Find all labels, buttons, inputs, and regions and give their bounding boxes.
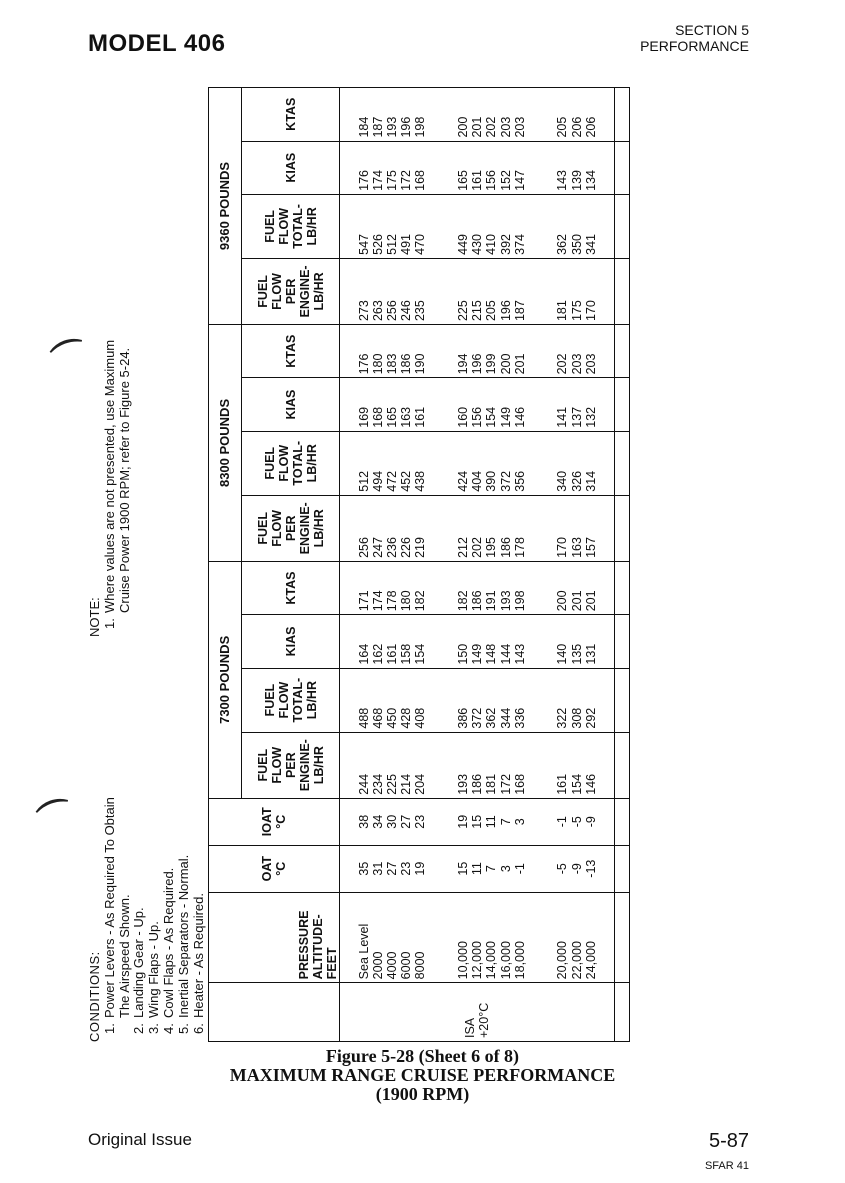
header-fuel-flow-total: FUEL FLOW TOTAL- LB/HR [241, 668, 340, 732]
table-cell-value: 212 [456, 537, 471, 558]
section-number: SECTION 5 [675, 22, 749, 38]
column-8300-ff-total [340, 431, 615, 495]
table-cell-value: 235 [413, 300, 428, 322]
table-cell-value: 326 [569, 470, 584, 492]
table-bottom-row [615, 88, 630, 1042]
table-cell-value: 201 [470, 116, 485, 138]
table-cell-value: 263 [370, 300, 385, 322]
condition-text: Heater - As Required. [190, 892, 206, 1018]
table-cell-value: 196 [470, 353, 485, 375]
rotated-chart-area [88, 87, 633, 1042]
table-cell-value: 16,000 [498, 941, 513, 980]
table-cell-value: 12,000 [470, 941, 485, 980]
table-cell-value: 156 [470, 406, 485, 428]
table-cell-value: 215 [470, 300, 485, 322]
condition-item: 1. Power Levers - As Required To Obtain [101, 797, 117, 1034]
table-cell-value: 512 [356, 470, 371, 492]
table-cell-value: 140 [555, 643, 570, 665]
table-cell-value: 374 [512, 234, 527, 255]
conditions-heading: CONDITIONS: [87, 951, 102, 1042]
header-fuel-flow-total: FUEL FLOW TOTAL- LB/HR [241, 431, 340, 495]
table-cell-value: 386 [456, 707, 471, 729]
table-cell-value: 186 [498, 537, 513, 558]
table-cell-value: 494 [370, 470, 385, 492]
weight-header-row [209, 88, 242, 1042]
table-cell-value: 34 [370, 814, 385, 829]
table-cell-value: 4000 [385, 951, 400, 980]
table-cell-value: 168 [413, 170, 428, 191]
table-cell-value: 472 [385, 470, 400, 492]
column-9360-ktas [340, 88, 615, 142]
table-cell-value: 201 [569, 590, 584, 612]
table-cell-value: 184 [356, 116, 371, 138]
table-cell-value: 171 [356, 590, 371, 612]
table-cell-value: 273 [356, 300, 371, 322]
table-cell-value: 27 [385, 861, 400, 876]
table-cell-value: 172 [498, 773, 513, 795]
table-cell-value: 14,000 [484, 941, 499, 980]
table-cell-value: 182 [456, 590, 471, 612]
table-cell-value: 205 [555, 116, 570, 138]
table-cell-value: 178 [512, 537, 527, 558]
figure-caption [0, 1047, 845, 1104]
table-cell-value: 180 [399, 590, 414, 612]
condition-item: 3. Wing Flaps - Up. [146, 921, 162, 1034]
table-cell-value: 193 [456, 773, 471, 795]
table-cell-value: 203 [583, 353, 598, 375]
table-cell-value: 156 [484, 170, 499, 191]
weight-8300-header: 8300 POUNDS [209, 325, 242, 562]
table-cell-value: 161 [413, 406, 428, 428]
table-cell-value: 202 [484, 116, 499, 138]
table-cell-value: 131 [583, 643, 598, 665]
header-kias: KIAS [241, 615, 340, 668]
table-cell-value: 161 [385, 643, 400, 665]
table-cell-value: 198 [512, 590, 527, 612]
column-7300-ktas [340, 561, 615, 614]
table-cell-value: 175 [385, 170, 400, 191]
isa-data-row [340, 88, 615, 1042]
table-cell-value: 340 [555, 470, 570, 492]
table-cell-value: 180 [370, 353, 385, 375]
header-ktas: KTAS [241, 325, 340, 378]
table-cell-value: -1 [555, 816, 570, 828]
table-cell-value: 468 [370, 707, 385, 729]
table-cell-value: 199 [484, 353, 499, 375]
table-cell-value: 23 [413, 814, 428, 829]
header-oat: OAT °C [209, 845, 340, 892]
table-cell-value: 162 [370, 643, 385, 665]
table-cell-value: 491 [399, 234, 414, 255]
header-fuel-flow-total: FUEL FLOW TOTAL- LB/HR [241, 194, 340, 258]
table-cell-value: 132 [583, 406, 598, 428]
table-cell-value: 256 [356, 537, 371, 558]
table-cell-value: 203 [512, 116, 527, 138]
column-9360-ff-total [340, 194, 615, 258]
table-cell-value: 344 [498, 707, 513, 729]
table-cell-value: 390 [484, 470, 499, 492]
table-cell-value: 362 [555, 234, 570, 255]
header-fuel-flow-engine: FUEL FLOW PER ENGINE- LB/HR [241, 258, 340, 324]
table-cell-value: 38 [356, 814, 371, 829]
table-cell-value: 356 [512, 470, 527, 492]
table-cell-value: 196 [399, 116, 414, 138]
table-cell-value: 201 [512, 353, 527, 375]
table-cell-value: 135 [569, 643, 584, 665]
table-cell-value: 148 [484, 643, 499, 665]
table-cell-value: 10,000 [456, 941, 471, 980]
table-cell-value: 3 [512, 818, 527, 826]
table-cell-value: 452 [399, 470, 414, 492]
weight-7300-header: 7300 POUNDS [209, 561, 242, 798]
table-cell-value: 186 [470, 773, 485, 795]
header-ioat: IOAT °C [209, 798, 340, 845]
table-cell-value: 143 [512, 643, 527, 665]
table-cell-value: 203 [498, 116, 513, 138]
table-cell-value: 206 [583, 116, 598, 138]
column-9360-kias [340, 141, 615, 194]
binder-mark-bottom: ⌒ [33, 794, 79, 842]
condition-text: Inertial Separators - Normal. [175, 854, 191, 1018]
table-cell-value: 8000 [413, 951, 428, 980]
table-cell-value: 203 [569, 353, 584, 375]
table-cell-value: 3 [498, 865, 513, 873]
condition-text: Cowl Flaps - As Required. [160, 867, 176, 1018]
header-fuel-flow-engine: FUEL FLOW PER ENGINE- LB/HR [241, 732, 340, 798]
table-cell-value: 2000 [370, 951, 385, 980]
table-cell-value: 214 [399, 773, 414, 795]
table-cell-value: 30 [385, 814, 400, 829]
table-cell-value: 169 [356, 406, 371, 428]
table-cell-value: 226 [399, 537, 414, 558]
table-cell-value: 161 [555, 773, 570, 795]
table-cell-value: 201 [583, 590, 598, 612]
table-cell-value: 236 [385, 537, 400, 558]
table-cell-value: 204 [413, 773, 428, 795]
isa-label: ISA +20°C [340, 983, 615, 1042]
table-cell-value: 322 [555, 707, 570, 729]
table-cell-value: 19 [413, 861, 428, 876]
table-cell-value: 143 [555, 170, 570, 191]
column-7300-kias [340, 615, 615, 668]
table-cell-value: 22,000 [569, 941, 584, 980]
footer-sfar: SFAR 41 [704, 1160, 749, 1172]
weight-9360-header: 9360 POUNDS [209, 88, 242, 325]
table-cell-value: 449 [456, 234, 471, 255]
table-cell-value: 175 [569, 300, 584, 322]
table-cell-value: 20,000 [555, 941, 570, 980]
table-cell-value: 408 [413, 707, 428, 729]
table-cell-value: 181 [555, 300, 570, 322]
table-cell-value: 256 [385, 300, 400, 322]
table-cell-value: 6000 [399, 951, 414, 980]
table-cell-value: 168 [370, 406, 385, 428]
footer-issue: Original Issue [88, 1130, 192, 1149]
table-cell-value: 31 [370, 861, 385, 876]
figure-title: MAXIMUM RANGE CRUISE PERFORMANCE [229, 1065, 616, 1085]
table-cell-value: 134 [583, 170, 598, 191]
model-title: MODEL 406 [88, 30, 226, 57]
header-kias: KIAS [241, 141, 340, 194]
table-cell-value: 205 [484, 300, 499, 322]
table-cell-value: 225 [456, 300, 471, 322]
table-cell-value: 195 [484, 537, 499, 558]
figure-number: Figure 5-28 (Sheet 6 of 8) [325, 1046, 520, 1066]
column-8300-ktas [340, 325, 615, 378]
table-cell-value: 186 [470, 590, 485, 612]
table-cell-value: 404 [470, 470, 485, 492]
table-cell-value: 470 [413, 234, 428, 255]
table-cell-value: -9 [569, 863, 584, 875]
header-ktas: KTAS [241, 88, 340, 142]
page-number: 5-87 [708, 1130, 749, 1152]
table-cell-value: 246 [399, 300, 414, 322]
table-cell-value: 512 [385, 234, 400, 255]
table-cell-value: 163 [569, 537, 584, 558]
table-cell-value: 144 [498, 643, 513, 665]
table-cell-value: 35 [356, 861, 371, 876]
table-cell-value: 168 [512, 773, 527, 795]
table-cell-value: 392 [498, 234, 513, 255]
table-cell-value: 161 [470, 170, 485, 191]
table-cell-value: 292 [583, 707, 598, 729]
table-cell-value: 150 [456, 643, 471, 665]
figure-subtitle: (1900 RPM) [375, 1084, 470, 1104]
table-cell-value: 362 [484, 707, 499, 729]
table-cell-value: 152 [498, 170, 513, 191]
table-cell-value: 198 [413, 116, 428, 138]
table-cell-value: 176 [356, 353, 371, 375]
table-cell-value: 183 [385, 353, 400, 375]
table-cell-value: 27 [399, 814, 414, 829]
table-cell-value: 225 [385, 773, 400, 795]
table-cell-value: -5 [569, 816, 584, 828]
table-cell-value: 186 [399, 353, 414, 375]
table-cell-value: -9 [583, 816, 598, 828]
table-cell-value: 202 [555, 353, 570, 375]
table-cell-value: 206 [569, 116, 584, 138]
table-cell-value: 308 [569, 707, 584, 729]
table-cell-value: 438 [413, 470, 428, 492]
binder-mark-top: ⌒ [47, 334, 93, 382]
table-cell-value: 372 [470, 707, 485, 729]
table-cell-value: Sea Level [356, 923, 371, 980]
table-cell-value: 176 [356, 170, 371, 191]
condition-item: 5. Inertial Separators - Normal. [175, 854, 191, 1034]
condition-item: 2. Landing Gear - Up. [131, 907, 147, 1034]
table-cell-value: 146 [512, 406, 527, 428]
table-cell-value: 341 [583, 234, 598, 255]
table-cell-value: 314 [583, 470, 598, 492]
table-cell-value: 181 [484, 773, 499, 795]
table-cell-value: 154 [569, 773, 584, 795]
table-cell-value: 193 [498, 590, 513, 612]
table-cell-value: 200 [555, 590, 570, 612]
table-cell-value: 147 [512, 170, 527, 191]
table-cell-value: 526 [370, 234, 385, 255]
table-cell-value: -13 [583, 859, 598, 878]
table-cell-value: 428 [399, 707, 414, 729]
condition-item: 4. Cowl Flaps - As Required. [160, 867, 176, 1034]
note-heading: NOTE: [87, 597, 102, 637]
table-cell-value: 219 [413, 537, 428, 558]
table-cell-value: 15 [470, 814, 485, 829]
header-ktas: KTAS [241, 561, 340, 614]
condition-text: Wing Flaps - Up. [146, 921, 162, 1018]
table-cell-value: 244 [356, 773, 371, 795]
table-cell-value: 430 [470, 234, 485, 255]
table-cell-value: 190 [413, 353, 428, 375]
table-cell-value: 202 [470, 537, 485, 558]
table-cell-value: 158 [399, 643, 414, 665]
table-body [340, 88, 615, 1042]
table-cell-value: 157 [583, 537, 598, 558]
table-cell-value: 154 [484, 406, 499, 428]
column-8300-ff-engine [340, 495, 615, 561]
note-text: Cruise Power 1900 RPM; refer to Figure 5-24. [116, 347, 132, 613]
table-cell-value: 187 [370, 116, 385, 138]
table-cell-value: 141 [555, 406, 570, 428]
condition-text: The Airspeed Shown. [116, 894, 132, 1018]
table-cell-value: 410 [484, 234, 499, 255]
condition-text: Power Levers - As Required To Obtain [101, 797, 117, 1018]
table-cell-value: 160 [456, 406, 471, 428]
table-cell-value: 170 [583, 300, 598, 322]
table-cell-value: 178 [385, 590, 400, 612]
column-7300-ff-engine [340, 732, 615, 798]
table-cell-value: 450 [385, 707, 400, 729]
table-cell-value: 336 [512, 707, 527, 729]
header-altitude: PRESSURE ALTITUDE- FEET [209, 892, 340, 983]
table-cell-value: 164 [356, 643, 371, 665]
table-cell-value: 7 [498, 818, 513, 826]
table-cell-value: 163 [399, 406, 414, 428]
table-cell-value: 170 [555, 537, 570, 558]
table-cell-value: 372 [498, 470, 513, 492]
table-cell-value: 11 [484, 815, 499, 829]
condition-text: Landing Gear - Up. [131, 907, 147, 1018]
table-cell-value: 196 [498, 300, 513, 322]
table-cell-value: 247 [370, 537, 385, 558]
table-cell-value: 547 [356, 234, 371, 255]
table-cell-value: 165 [385, 406, 400, 428]
table-cell-value: 200 [498, 353, 513, 375]
table-cell-value: 488 [356, 707, 371, 729]
table-cell-value: 139 [569, 170, 584, 191]
column-9360-ff-engine [340, 258, 615, 324]
table-cell-value: -1 [512, 863, 527, 875]
oat-column [340, 845, 615, 892]
table-cell-value: 24,000 [583, 941, 598, 980]
table-cell-value: 174 [370, 170, 385, 191]
table-cell-value: 424 [456, 470, 471, 492]
ioat-column [340, 798, 615, 845]
table-cell-value: 15 [456, 861, 471, 876]
table-cell-value: 191 [484, 590, 499, 612]
table-cell-value: 18,000 [512, 941, 527, 980]
column-7300-ff-total [340, 668, 615, 732]
table-cell-value: 149 [498, 406, 513, 428]
table-cell-value: 193 [385, 116, 400, 138]
table-cell-value: 182 [413, 590, 428, 612]
table-cell-value: 174 [370, 590, 385, 612]
table-cell-value: 350 [569, 234, 584, 255]
cruise-performance-table [208, 87, 630, 1042]
table-cell-value: 187 [512, 300, 527, 322]
table-cell-value: 11 [470, 862, 485, 876]
note-block: NOTE: 1. Where values are not presented, use Maximum Cruise Power 1900 RPM; refer to Figure 5-24. [88, 227, 132, 637]
table-cell-value: 146 [583, 773, 598, 795]
table-cell-value: 19 [456, 814, 471, 829]
table-cell-value: 165 [456, 170, 471, 191]
section-header [640, 22, 749, 54]
table-cell-value: 194 [456, 353, 471, 375]
table-cell-value: 137 [569, 406, 584, 428]
conditions-block [88, 662, 206, 1042]
table-cell-value: 200 [456, 116, 471, 138]
header-kias: KIAS [241, 378, 340, 431]
table-cell-value: 7 [484, 865, 499, 873]
table-cell-value: 172 [399, 170, 414, 191]
table-cell-value: 234 [370, 773, 385, 795]
table-cell-value: 149 [470, 643, 485, 665]
table-cell-value: 154 [413, 643, 428, 665]
section-title: PERFORMANCE [640, 38, 749, 54]
condition-item: 6. Heater - As Required. [190, 892, 206, 1034]
table-cell-value: 23 [399, 861, 414, 876]
note-text: Where values are not presented, use Maximum [101, 339, 117, 613]
altitude-column [340, 892, 615, 983]
table-cell-value: -5 [555, 863, 570, 875]
header-fuel-flow-engine: FUEL FLOW PER ENGINE- LB/HR [241, 495, 340, 561]
column-8300-kias [340, 378, 615, 431]
